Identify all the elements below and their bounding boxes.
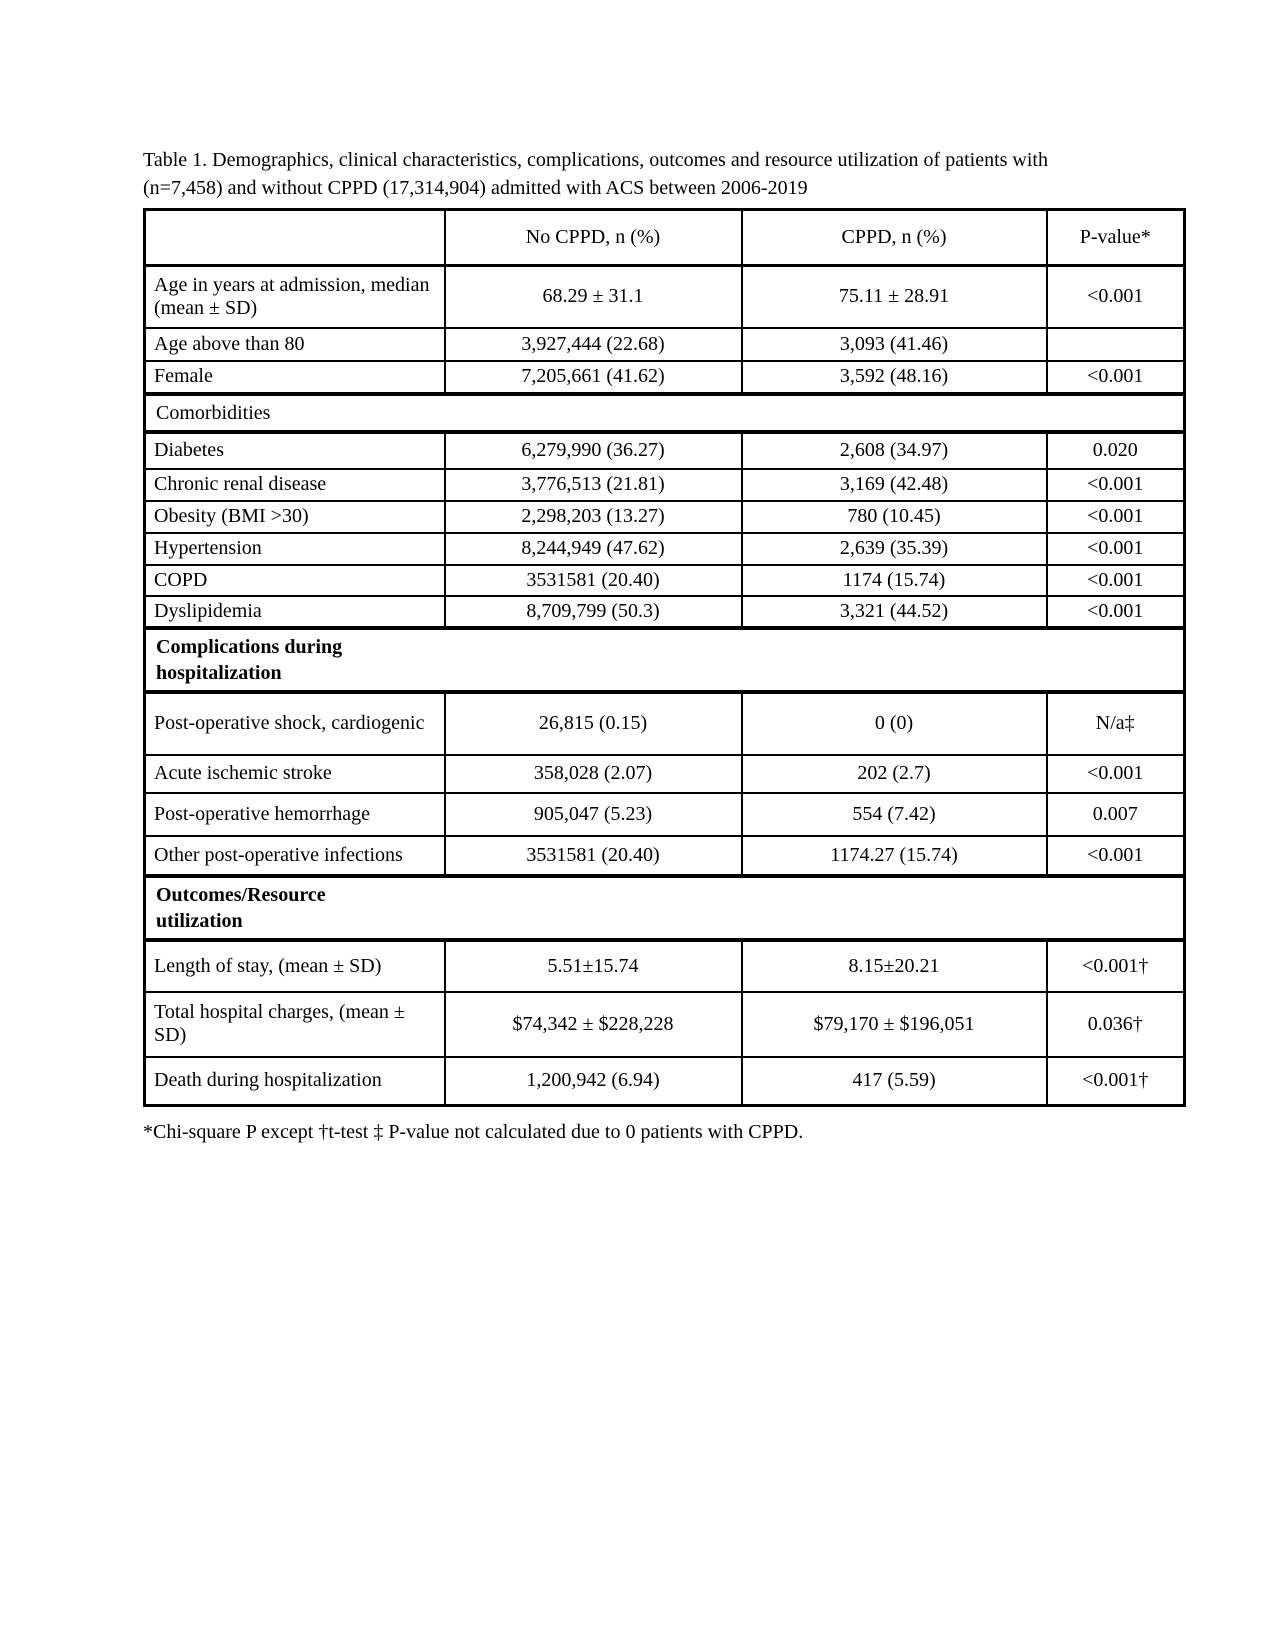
no-cppd-value-cell: 3531581 (20.40) xyxy=(445,836,742,876)
table-caption-line1: Table 1. Demographics, clinical characteristics, complications, outcomes and resource utilization of patients with xyxy=(143,149,1048,171)
section-row xyxy=(145,876,1185,940)
p-value-cell: <0.001 xyxy=(1047,533,1185,565)
p-value-cell: <0.001 xyxy=(1047,361,1185,394)
p-value-cell: <0.001 xyxy=(1047,501,1185,533)
row-label-cell: Dyslipidemia xyxy=(145,596,445,628)
table-row xyxy=(145,361,1185,394)
row-label-cell: Age above than 80 xyxy=(145,328,445,361)
p-value-cell: 0.007 xyxy=(1047,793,1185,836)
p-value-cell: <0.001† xyxy=(1047,1057,1185,1106)
table-row xyxy=(145,940,1185,992)
no-cppd-value-cell: 5.51±15.74 xyxy=(445,940,742,992)
cppd-value-cell: 2,608 (34.97) xyxy=(742,432,1047,469)
cppd-value-cell: 0 (0) xyxy=(742,692,1047,755)
no-cppd-value-cell: 905,047 (5.23) xyxy=(445,793,742,836)
cppd-value-cell: 417 (5.59) xyxy=(742,1057,1047,1106)
table-row xyxy=(145,565,1185,596)
p-value-cell xyxy=(1047,328,1185,361)
table-row xyxy=(145,836,1185,876)
p-value-cell: <0.001 xyxy=(1047,565,1185,596)
no-cppd-value-cell: 358,028 (2.07) xyxy=(445,755,742,793)
section-label-cell xyxy=(145,876,1185,940)
header-row xyxy=(145,210,1185,266)
cppd-value-cell: 3,321 (44.52) xyxy=(742,596,1047,628)
no-cppd-value-cell: $74,342 ± $228,228 xyxy=(445,992,742,1057)
table-row xyxy=(145,1057,1185,1106)
no-cppd-value-cell: 68.29 ± 31.1 xyxy=(445,266,742,328)
row-label-cell: Acute ischemic stroke xyxy=(145,755,445,793)
table-row xyxy=(145,469,1185,501)
p-value-cell: <0.001 xyxy=(1047,755,1185,793)
table-caption-line2: (n=7,458) and without CPPD (17,314,904) admitted with ACS between 2006-2019 xyxy=(143,177,808,199)
cppd-value-cell: $79,170 ± $196,051 xyxy=(742,992,1047,1057)
p-value-cell: 0.020 xyxy=(1047,432,1185,469)
cppd-value-cell: 554 (7.42) xyxy=(742,793,1047,836)
cppd-value-cell: 2,639 (35.39) xyxy=(742,533,1047,565)
row-label-cell: Chronic renal disease xyxy=(145,469,445,501)
p-value-cell: <0.001 xyxy=(1047,266,1185,328)
cppd-value-cell: 1174.27 (15.74) xyxy=(742,836,1047,876)
cppd-value-cell: 1174 (15.74) xyxy=(742,565,1047,596)
row-label-cell: Female xyxy=(145,361,445,394)
no-cppd-value-cell: 3531581 (20.40) xyxy=(445,565,742,596)
no-cppd-value-cell: 1,200,942 (6.94) xyxy=(445,1057,742,1106)
row-label-cell: Post-operative shock, cardiogenic xyxy=(145,692,445,755)
p-value-cell: <0.001† xyxy=(1047,940,1185,992)
p-value-cell: <0.001 xyxy=(1047,596,1185,628)
no-cppd-value-cell: 3,927,444 (22.68) xyxy=(445,328,742,361)
row-label-cell: Post-operative hemorrhage xyxy=(145,793,445,836)
section-label-cell xyxy=(145,628,1185,692)
header-cell-p-value: P-value* xyxy=(1047,210,1185,266)
no-cppd-value-cell: 26,815 (0.15) xyxy=(445,692,742,755)
table-row xyxy=(145,596,1185,628)
table-row xyxy=(145,328,1185,361)
row-label-cell: Hypertension xyxy=(145,533,445,565)
p-value-cell: N/a‡ xyxy=(1047,692,1185,755)
section-label: Outcomes/Resource utilization xyxy=(156,883,326,932)
cppd-value-cell: 75.11 ± 28.91 xyxy=(742,266,1047,328)
table-row xyxy=(145,992,1185,1057)
row-label-cell: Diabetes xyxy=(145,432,445,469)
table-row xyxy=(145,793,1185,836)
row-label-cell: Death during hospitalization xyxy=(145,1057,445,1106)
no-cppd-value-cell: 8,244,949 (47.62) xyxy=(445,533,742,565)
section-row xyxy=(145,628,1185,692)
section-label-cell xyxy=(145,394,1185,432)
table-caption xyxy=(143,146,1183,202)
row-label-cell: Other post-operative infections xyxy=(145,836,445,876)
header-cell-empty xyxy=(145,210,445,266)
section-label: Comorbidities xyxy=(156,401,271,424)
table-row xyxy=(145,755,1185,793)
table-row xyxy=(145,266,1185,328)
no-cppd-value-cell: 3,776,513 (21.81) xyxy=(445,469,742,501)
p-value-cell: 0.036† xyxy=(1047,992,1185,1057)
no-cppd-value-cell: 7,205,661 (41.62) xyxy=(445,361,742,394)
row-label-cell: Age in years at admission, median (mean ± SD) xyxy=(145,266,445,328)
section-row xyxy=(145,394,1185,432)
table-footnote: *Chi-square P except †t-test ‡ P-value not calculated due to 0 patients with CPPD. xyxy=(143,1121,804,1143)
no-cppd-value-cell: 8,709,799 (50.3) xyxy=(445,596,742,628)
p-value-cell: <0.001 xyxy=(1047,836,1185,876)
header-cell-no-cppd: No CPPD, n (%) xyxy=(445,210,742,266)
row-label-cell: Length of stay, (mean ± SD) xyxy=(145,940,445,992)
p-value-cell: <0.001 xyxy=(1047,469,1185,501)
cppd-value-cell: 3,169 (42.48) xyxy=(742,469,1047,501)
header-cell-cppd: CPPD, n (%) xyxy=(742,210,1047,266)
no-cppd-value-cell: 2,298,203 (13.27) xyxy=(445,501,742,533)
table1-demographics xyxy=(143,208,1186,1107)
row-label-cell: Total hospital charges, (mean ± SD) xyxy=(145,992,445,1057)
no-cppd-value-cell: 6,279,990 (36.27) xyxy=(445,432,742,469)
cppd-value-cell: 8.15±20.21 xyxy=(742,940,1047,992)
table-row xyxy=(145,692,1185,755)
section-label: Complications during hospitalization xyxy=(156,635,343,684)
table-row xyxy=(145,501,1185,533)
cppd-value-cell: 3,592 (48.16) xyxy=(742,361,1047,394)
row-label-cell: COPD xyxy=(145,565,445,596)
cppd-value-cell: 780 (10.45) xyxy=(742,501,1047,533)
table-row xyxy=(145,432,1185,469)
cppd-value-cell: 202 (2.7) xyxy=(742,755,1047,793)
row-label-cell: Obesity (BMI >30) xyxy=(145,501,445,533)
cppd-value-cell: 3,093 (41.46) xyxy=(742,328,1047,361)
table-row xyxy=(145,533,1185,565)
